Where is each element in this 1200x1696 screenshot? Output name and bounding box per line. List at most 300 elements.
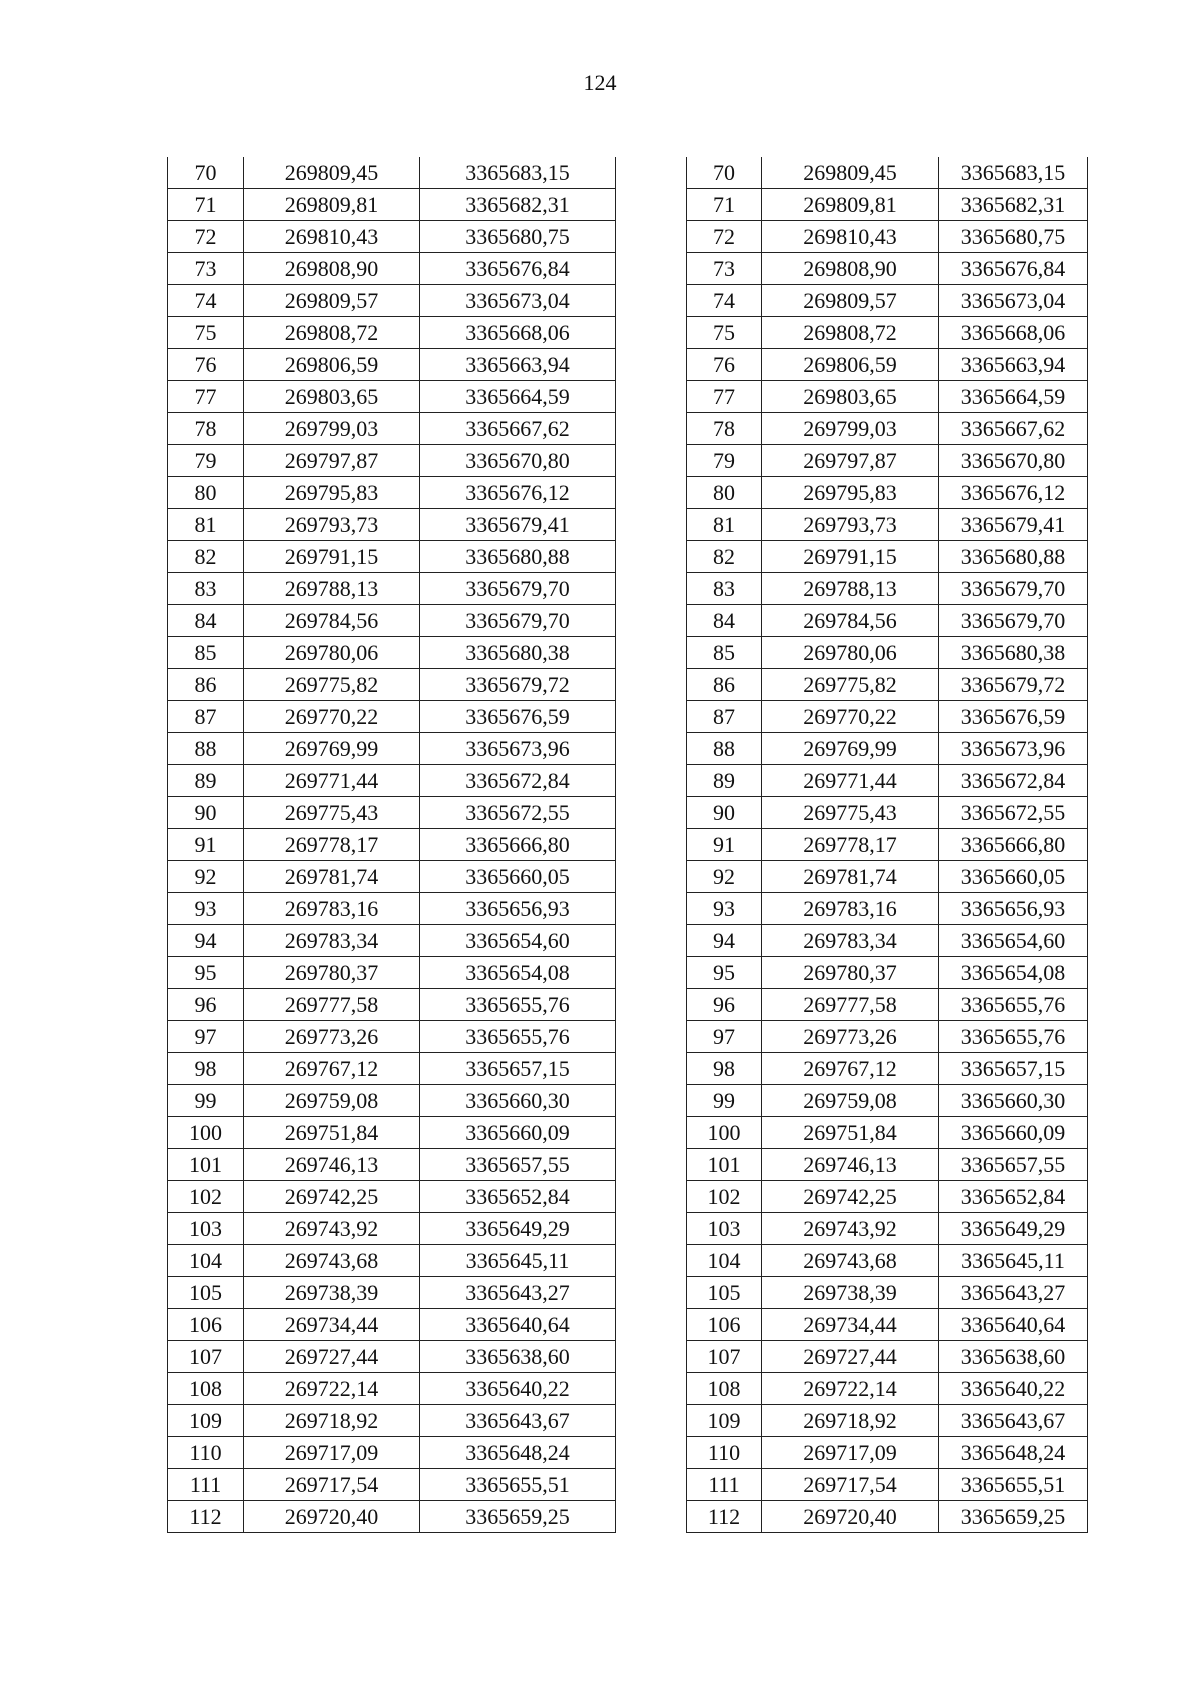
point-number-cell: 85 [168, 637, 244, 669]
point-number-cell: 104 [168, 1245, 244, 1277]
x-coordinate-cell: 269717,09 [762, 1437, 939, 1469]
point-number-cell: 84 [168, 605, 244, 637]
table-row [687, 1437, 1088, 1469]
y-coordinate-cell: 3365656,93 [939, 893, 1088, 925]
point-number-cell: 81 [168, 509, 244, 541]
point-number-cell: 100 [687, 1117, 762, 1149]
point-number-cell: 95 [168, 957, 244, 989]
y-coordinate-cell: 3365656,93 [420, 893, 616, 925]
point-number-cell: 109 [168, 1405, 244, 1437]
x-coordinate-cell: 269727,44 [762, 1341, 939, 1373]
x-coordinate-cell: 269743,68 [762, 1245, 939, 1277]
point-number-cell: 95 [687, 957, 762, 989]
point-number-cell: 83 [168, 573, 244, 605]
point-number-cell: 94 [687, 925, 762, 957]
x-coordinate-cell: 269770,22 [762, 701, 939, 733]
point-number-cell: 75 [687, 317, 762, 349]
x-coordinate-cell: 269806,59 [762, 349, 939, 381]
x-coordinate-cell: 269783,16 [762, 893, 939, 925]
y-coordinate-cell: 3365640,22 [939, 1373, 1088, 1405]
point-number-cell: 105 [168, 1277, 244, 1309]
x-coordinate-cell: 269717,54 [762, 1469, 939, 1501]
point-number-cell: 86 [168, 669, 244, 701]
y-coordinate-cell: 3365657,55 [420, 1149, 616, 1181]
y-coordinate-cell: 3365638,60 [420, 1341, 616, 1373]
point-number-cell: 76 [168, 349, 244, 381]
y-coordinate-cell: 3365680,38 [420, 637, 616, 669]
x-coordinate-cell: 269809,57 [244, 285, 420, 317]
y-coordinate-cell: 3365679,41 [420, 509, 616, 541]
y-coordinate-cell: 3365655,51 [420, 1469, 616, 1501]
y-coordinate-cell: 3365643,67 [939, 1405, 1088, 1437]
y-coordinate-cell: 3365648,24 [420, 1437, 616, 1469]
x-coordinate-cell: 269777,58 [762, 989, 939, 1021]
point-number-cell: 72 [168, 221, 244, 253]
x-coordinate-cell: 269808,72 [762, 317, 939, 349]
x-coordinate-cell: 269775,43 [244, 797, 420, 829]
y-coordinate-cell: 3365643,27 [939, 1277, 1088, 1309]
table-row [168, 1053, 616, 1085]
table-row [168, 1213, 616, 1245]
coordinates-table-left [167, 157, 616, 1533]
x-coordinate-cell: 269717,09 [244, 1437, 420, 1469]
table-row [168, 1245, 616, 1277]
table-row [168, 1373, 616, 1405]
point-number-cell: 78 [687, 413, 762, 445]
point-number-cell: 107 [687, 1341, 762, 1373]
point-number-cell: 79 [687, 445, 762, 477]
point-number-cell: 78 [168, 413, 244, 445]
point-number-cell: 102 [168, 1181, 244, 1213]
point-number-cell: 76 [687, 349, 762, 381]
table-row [168, 573, 616, 605]
y-coordinate-cell: 3365659,25 [420, 1501, 616, 1533]
point-number-cell: 71 [687, 189, 762, 221]
x-coordinate-cell: 269799,03 [762, 413, 939, 445]
y-coordinate-cell: 3365645,11 [420, 1245, 616, 1277]
y-coordinate-cell: 3365672,84 [420, 765, 616, 797]
point-number-cell: 110 [168, 1437, 244, 1469]
point-number-cell: 83 [687, 573, 762, 605]
table-row [687, 1373, 1088, 1405]
y-coordinate-cell: 3365649,29 [420, 1213, 616, 1245]
x-coordinate-cell: 269771,44 [244, 765, 420, 797]
y-coordinate-cell: 3365660,09 [939, 1117, 1088, 1149]
table-row [168, 1149, 616, 1181]
x-coordinate-cell: 269769,99 [244, 733, 420, 765]
x-coordinate-cell: 269780,37 [762, 957, 939, 989]
x-coordinate-cell: 269783,34 [244, 925, 420, 957]
point-number-cell: 111 [687, 1469, 762, 1501]
y-coordinate-cell: 3365638,60 [939, 1341, 1088, 1373]
y-coordinate-cell: 3365666,80 [420, 829, 616, 861]
point-number-cell: 106 [687, 1309, 762, 1341]
table-row [168, 1405, 616, 1437]
table-row [168, 189, 616, 221]
x-coordinate-cell: 269799,03 [244, 413, 420, 445]
y-coordinate-cell: 3365654,08 [420, 957, 616, 989]
y-coordinate-cell: 3365682,31 [939, 189, 1088, 221]
y-coordinate-cell: 3365670,80 [939, 445, 1088, 477]
table-row [168, 957, 616, 989]
x-coordinate-cell: 269783,16 [244, 893, 420, 925]
y-coordinate-cell: 3365660,05 [420, 861, 616, 893]
x-coordinate-cell: 269778,17 [762, 829, 939, 861]
point-number-cell: 72 [687, 221, 762, 253]
x-coordinate-cell: 269720,40 [762, 1501, 939, 1533]
table-row [687, 925, 1088, 957]
y-coordinate-cell: 3365668,06 [420, 317, 616, 349]
table-row [687, 637, 1088, 669]
table-row [687, 349, 1088, 381]
y-coordinate-cell: 3365640,64 [939, 1309, 1088, 1341]
x-coordinate-cell: 269809,57 [762, 285, 939, 317]
y-coordinate-cell: 3365679,70 [939, 605, 1088, 637]
x-coordinate-cell: 269727,44 [244, 1341, 420, 1373]
x-coordinate-cell: 269751,84 [244, 1117, 420, 1149]
point-number-cell: 96 [687, 989, 762, 1021]
x-coordinate-cell: 269734,44 [762, 1309, 939, 1341]
point-number-cell: 106 [168, 1309, 244, 1341]
table-row [687, 829, 1088, 861]
table-row [687, 1085, 1088, 1117]
x-coordinate-cell: 269781,74 [762, 861, 939, 893]
table-row [168, 541, 616, 573]
x-coordinate-cell: 269809,45 [762, 157, 939, 189]
x-coordinate-cell: 269718,92 [244, 1405, 420, 1437]
point-number-cell: 98 [168, 1053, 244, 1085]
x-coordinate-cell: 269773,26 [244, 1021, 420, 1053]
point-number-cell: 73 [168, 253, 244, 285]
point-number-cell: 109 [687, 1405, 762, 1437]
table-row [168, 285, 616, 317]
x-coordinate-cell: 269809,81 [244, 189, 420, 221]
table-row [168, 637, 616, 669]
table-row [168, 861, 616, 893]
point-number-cell: 73 [687, 253, 762, 285]
y-coordinate-cell: 3365679,70 [939, 573, 1088, 605]
point-number-cell: 99 [687, 1085, 762, 1117]
x-coordinate-cell: 269742,25 [762, 1181, 939, 1213]
table-row [168, 989, 616, 1021]
table-row [168, 445, 616, 477]
y-coordinate-cell: 3365640,22 [420, 1373, 616, 1405]
y-coordinate-cell: 3365672,55 [420, 797, 616, 829]
x-coordinate-cell: 269795,83 [762, 477, 939, 509]
table-row [168, 349, 616, 381]
point-number-cell: 96 [168, 989, 244, 1021]
table-row [168, 829, 616, 861]
x-coordinate-cell: 269793,73 [244, 509, 420, 541]
y-coordinate-cell: 3365676,59 [420, 701, 616, 733]
table-row [168, 1469, 616, 1501]
table-row [687, 765, 1088, 797]
point-number-cell: 90 [687, 797, 762, 829]
y-coordinate-cell: 3365673,96 [420, 733, 616, 765]
table-row [687, 157, 1088, 189]
coordinates-table-right [686, 157, 1088, 1533]
point-number-cell: 89 [687, 765, 762, 797]
point-number-cell: 99 [168, 1085, 244, 1117]
x-coordinate-cell: 269784,56 [244, 605, 420, 637]
y-coordinate-cell: 3365655,51 [939, 1469, 1088, 1501]
y-coordinate-cell: 3365676,84 [939, 253, 1088, 285]
point-number-cell: 102 [687, 1181, 762, 1213]
point-number-cell: 79 [168, 445, 244, 477]
table-row [168, 765, 616, 797]
table-row [168, 317, 616, 349]
y-coordinate-cell: 3365668,06 [939, 317, 1088, 349]
y-coordinate-cell: 3365679,70 [420, 573, 616, 605]
y-coordinate-cell: 3365667,62 [939, 413, 1088, 445]
table-row [687, 733, 1088, 765]
x-coordinate-cell: 269746,13 [762, 1149, 939, 1181]
y-coordinate-cell: 3365676,12 [939, 477, 1088, 509]
table-row [687, 669, 1088, 701]
point-number-cell: 80 [687, 477, 762, 509]
y-coordinate-cell: 3365654,60 [939, 925, 1088, 957]
y-coordinate-cell: 3365666,80 [939, 829, 1088, 861]
y-coordinate-cell: 3365676,59 [939, 701, 1088, 733]
table-row [687, 989, 1088, 1021]
x-coordinate-cell: 269773,26 [762, 1021, 939, 1053]
point-number-cell: 103 [687, 1213, 762, 1245]
x-coordinate-cell: 269775,82 [762, 669, 939, 701]
x-coordinate-cell: 269778,17 [244, 829, 420, 861]
y-coordinate-cell: 3365655,76 [420, 1021, 616, 1053]
point-number-cell: 111 [168, 1469, 244, 1501]
table-row [687, 445, 1088, 477]
x-coordinate-cell: 269781,74 [244, 861, 420, 893]
point-number-cell: 71 [168, 189, 244, 221]
y-coordinate-cell: 3365683,15 [420, 157, 616, 189]
table-row [168, 733, 616, 765]
point-number-cell: 103 [168, 1213, 244, 1245]
point-number-cell: 77 [687, 381, 762, 413]
table-row [687, 957, 1088, 989]
x-coordinate-cell: 269808,90 [244, 253, 420, 285]
point-number-cell: 108 [168, 1373, 244, 1405]
x-coordinate-cell: 269743,68 [244, 1245, 420, 1277]
y-coordinate-cell: 3365643,27 [420, 1277, 616, 1309]
y-coordinate-cell: 3365652,84 [939, 1181, 1088, 1213]
x-coordinate-cell: 269769,99 [762, 733, 939, 765]
point-number-cell: 91 [168, 829, 244, 861]
x-coordinate-cell: 269771,44 [762, 765, 939, 797]
y-coordinate-cell: 3365672,84 [939, 765, 1088, 797]
table-row [168, 1085, 616, 1117]
x-coordinate-cell: 269751,84 [762, 1117, 939, 1149]
table-row [687, 1181, 1088, 1213]
point-number-cell: 82 [168, 541, 244, 573]
x-coordinate-cell: 269797,87 [244, 445, 420, 477]
y-coordinate-cell: 3365679,70 [420, 605, 616, 637]
x-coordinate-cell: 269738,39 [762, 1277, 939, 1309]
x-coordinate-cell: 269795,83 [244, 477, 420, 509]
y-coordinate-cell: 3365680,75 [939, 221, 1088, 253]
x-coordinate-cell: 269783,34 [762, 925, 939, 957]
table-row [168, 253, 616, 285]
x-coordinate-cell: 269718,92 [762, 1405, 939, 1437]
coordinates-table-body [687, 157, 1088, 1533]
y-coordinate-cell: 3365663,94 [939, 349, 1088, 381]
y-coordinate-cell: 3365660,09 [420, 1117, 616, 1149]
x-coordinate-cell: 269806,59 [244, 349, 420, 381]
y-coordinate-cell: 3365663,94 [420, 349, 616, 381]
table-row [168, 1117, 616, 1149]
point-number-cell: 74 [168, 285, 244, 317]
x-coordinate-cell: 269759,08 [762, 1085, 939, 1117]
y-coordinate-cell: 3365660,05 [939, 861, 1088, 893]
y-coordinate-cell: 3365664,59 [939, 381, 1088, 413]
y-coordinate-cell: 3365673,96 [939, 733, 1088, 765]
table-row [168, 157, 616, 189]
y-coordinate-cell: 3365654,60 [420, 925, 616, 957]
x-coordinate-cell: 269743,92 [244, 1213, 420, 1245]
coordinates-table-body [168, 157, 616, 1533]
y-coordinate-cell: 3365657,15 [420, 1053, 616, 1085]
y-coordinate-cell: 3365655,76 [939, 989, 1088, 1021]
table-row [687, 477, 1088, 509]
point-number-cell: 108 [687, 1373, 762, 1405]
point-number-cell: 87 [687, 701, 762, 733]
table-row [687, 1149, 1088, 1181]
x-coordinate-cell: 269809,81 [762, 189, 939, 221]
x-coordinate-cell: 269788,13 [762, 573, 939, 605]
x-coordinate-cell: 269780,37 [244, 957, 420, 989]
table-row [687, 1117, 1088, 1149]
table-row [168, 605, 616, 637]
x-coordinate-cell: 269793,73 [762, 509, 939, 541]
x-coordinate-cell: 269738,39 [244, 1277, 420, 1309]
y-coordinate-cell: 3365645,11 [939, 1245, 1088, 1277]
table-row [168, 413, 616, 445]
x-coordinate-cell: 269746,13 [244, 1149, 420, 1181]
point-number-cell: 110 [687, 1437, 762, 1469]
x-coordinate-cell: 269775,43 [762, 797, 939, 829]
point-number-cell: 89 [168, 765, 244, 797]
y-coordinate-cell: 3365680,88 [939, 541, 1088, 573]
point-number-cell: 101 [687, 1149, 762, 1181]
point-number-cell: 100 [168, 1117, 244, 1149]
table-row [687, 605, 1088, 637]
point-number-cell: 82 [687, 541, 762, 573]
table-row [168, 509, 616, 541]
table-row [168, 1181, 616, 1213]
y-coordinate-cell: 3365673,04 [939, 285, 1088, 317]
table-row [168, 925, 616, 957]
point-number-cell: 105 [687, 1277, 762, 1309]
x-coordinate-cell: 269743,92 [762, 1213, 939, 1245]
table-row [687, 893, 1088, 925]
y-coordinate-cell: 3365643,67 [420, 1405, 616, 1437]
page-number: 124 [583, 70, 617, 95]
y-coordinate-cell: 3365667,62 [420, 413, 616, 445]
table-row [168, 381, 616, 413]
point-number-cell: 104 [687, 1245, 762, 1277]
y-coordinate-cell: 3365654,08 [939, 957, 1088, 989]
x-coordinate-cell: 269809,45 [244, 157, 420, 189]
y-coordinate-cell: 3365682,31 [420, 189, 616, 221]
y-coordinate-cell: 3365672,55 [939, 797, 1088, 829]
point-number-cell: 92 [687, 861, 762, 893]
point-number-cell: 70 [687, 157, 762, 189]
table-row [687, 317, 1088, 349]
table-row [168, 1437, 616, 1469]
y-coordinate-cell: 3365680,88 [420, 541, 616, 573]
y-coordinate-cell: 3365679,41 [939, 509, 1088, 541]
y-coordinate-cell: 3365640,64 [420, 1309, 616, 1341]
table-row [687, 189, 1088, 221]
y-coordinate-cell: 3365657,55 [939, 1149, 1088, 1181]
x-coordinate-cell: 269775,82 [244, 669, 420, 701]
x-coordinate-cell: 269777,58 [244, 989, 420, 1021]
x-coordinate-cell: 269780,06 [244, 637, 420, 669]
point-number-cell: 85 [687, 637, 762, 669]
x-coordinate-cell: 269797,87 [762, 445, 939, 477]
table-row [687, 541, 1088, 573]
table-row [168, 477, 616, 509]
point-number-cell: 75 [168, 317, 244, 349]
y-coordinate-cell: 3365673,04 [420, 285, 616, 317]
table-row [687, 1021, 1088, 1053]
x-coordinate-cell: 269720,40 [244, 1501, 420, 1533]
point-number-cell: 107 [168, 1341, 244, 1373]
y-coordinate-cell: 3365679,72 [420, 669, 616, 701]
x-coordinate-cell: 269717,54 [244, 1469, 420, 1501]
point-number-cell: 93 [168, 893, 244, 925]
point-number-cell: 88 [168, 733, 244, 765]
table-row [168, 669, 616, 701]
x-coordinate-cell: 269808,72 [244, 317, 420, 349]
x-coordinate-cell: 269810,43 [244, 221, 420, 253]
table-row [168, 1277, 616, 1309]
point-number-cell: 94 [168, 925, 244, 957]
y-coordinate-cell: 3365680,75 [420, 221, 616, 253]
x-coordinate-cell: 269784,56 [762, 605, 939, 637]
y-coordinate-cell: 3365648,24 [939, 1437, 1088, 1469]
x-coordinate-cell: 269780,06 [762, 637, 939, 669]
table-row [687, 1245, 1088, 1277]
x-coordinate-cell: 269808,90 [762, 253, 939, 285]
y-coordinate-cell: 3365679,72 [939, 669, 1088, 701]
y-coordinate-cell: 3365660,30 [420, 1085, 616, 1117]
y-coordinate-cell: 3365680,38 [939, 637, 1088, 669]
x-coordinate-cell: 269722,14 [244, 1373, 420, 1405]
point-number-cell: 81 [687, 509, 762, 541]
point-number-cell: 97 [168, 1021, 244, 1053]
x-coordinate-cell: 269791,15 [762, 541, 939, 573]
x-coordinate-cell: 269791,15 [244, 541, 420, 573]
table-row [687, 413, 1088, 445]
y-coordinate-cell: 3365655,76 [420, 989, 616, 1021]
point-number-cell: 90 [168, 797, 244, 829]
table-row [687, 1309, 1088, 1341]
point-number-cell: 86 [687, 669, 762, 701]
y-coordinate-cell: 3365670,80 [420, 445, 616, 477]
table-row [687, 861, 1088, 893]
x-coordinate-cell: 269742,25 [244, 1181, 420, 1213]
table-row [687, 1341, 1088, 1373]
table-row [168, 1501, 616, 1533]
table-row [168, 893, 616, 925]
table-row [687, 573, 1088, 605]
y-coordinate-cell: 3365659,25 [939, 1501, 1088, 1533]
point-number-cell: 88 [687, 733, 762, 765]
table-row [687, 1053, 1088, 1085]
x-coordinate-cell: 269767,12 [762, 1053, 939, 1085]
y-coordinate-cell: 3365657,15 [939, 1053, 1088, 1085]
